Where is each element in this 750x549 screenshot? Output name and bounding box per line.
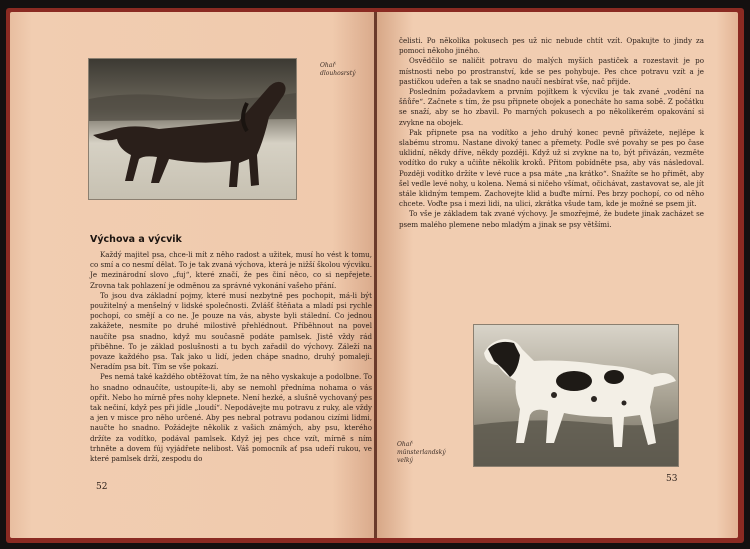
paragraph: Pes nemá také každého obtěžovat tím, že na něho vyskakuje a podolbne. To ho snadno odnaučíte, ustoupíte-li, aby se nemohl předníma nohama o vás opřít. Nebo ho mírně přes nohy klepnete. Není hezké, a slušně vychovaný pes tak nečiní, když pes při jídle „loudí“. Nepodávejte mu potravu z ruky, ale vždy a jen v misce pro něho určené. Aby pes nebral potravu podanou cizími lidmi, naučte ho snadno. Požádejte několik z vašich známých, aby psu, kterého držíte za vodítko, podával pamlsek. Když jej pes chce vzít, mírně s ním trhněte a dovem fúj vyjádřete nelibost. Váš pomocník ať psa udeří rukou, ve které pamlsek drží, zespodu do xyxy=(90,372,372,464)
section-heading: Výchova a výcvik xyxy=(90,234,182,245)
right-body-text xyxy=(399,36,704,230)
caption-line: dlouhosrstý xyxy=(320,70,356,77)
paragraph: To jsou dva základní pojmy, které musí nezbytně pes pochopit, má-li být použitelný a menšelný v lidské společnosti. Zvlášť štěňata a mladí psi rychle pochopí, co smějí a co ne. Je pouze na vás, abyste byli stálední. Co jednou zakážete, nesmíte po druhé milostivě přehlédnout. Příběhnout na povel naučíte psa snadno, když mu současně podáte pamlsek. Jistě vždy rád přiběhne. To je základ poslušnosti a tu bych zařadil do výchovy. Záleží na povaze každého psa. Tak jako u lidí, jeden chápe snadno, druhý pomaleji. Neradím psa bít. Tím se vše pokazí. xyxy=(90,290,372,372)
caption-line: Ohař xyxy=(397,441,413,448)
right-page xyxy=(377,12,738,538)
left-page xyxy=(10,12,376,538)
page-number: 53 xyxy=(666,474,678,484)
paragraph: Posledním požadavkem a prvním pojítkem k výcviku je tak zvané „vodění na šňůře“. Začnete s tím, že psu připnete obojek a ponecháte ho sama sobě. Z počátku se snaží, aby se ho zbavil. Po marných pokusech a po několikerém opakování si zvykne na obojek. xyxy=(399,87,704,127)
photo-caption xyxy=(397,441,446,465)
setter-dog-photo xyxy=(88,58,297,200)
caption-line: velký xyxy=(397,457,413,464)
paragraph: Osvědčilo se naličit potravu do malých myších pastiček a rozestavit je po místnosti nebo po prostranství, kde se pes pohybuje. Pes chce potravu vzít a je pastičkou udeřen a tak se snadno naučí nesbírat vše, nač přijde. xyxy=(399,56,704,86)
caption-line: münsterlandský xyxy=(397,449,446,456)
paragraph: Pak připnete psa na vodítko a jeho druhý konec pevně přivážete, nejlépe k slabému stromu. Nastane divoký tanec a přemety. Podle své povahy se pes po čase uklidní, někdy dříve, někdy později. Když už si zvykne na to, být přivázán, vezměte vodítko do ruky a učiňte několik kroků. Přitom pobídněte psa, aby vás následoval. Později vodítko držíte v levé ruce a psa máte „na krátko“. Snažíte se ho přimět, aby šel vedle levé nohy, u kolena. Nemá si ničeho všímat, očichávat, zastavovat se, ale jít stále klidným tempem. Zachovejte klid a buďte mírní. Pes brzy pochopí, co od něho chcete. Voďte psa i mezi lidi, na ulici, zkrátka všude tam, kde je možné se psem jít. xyxy=(399,127,704,209)
paragraph: Každý majitel psa, chce-li mít z něho radost a užitek, musí ho vést k tomu, co smí a co nesmí dělat. To je tak zvaná výchova, která je nižší školou výcviku. Je mezinárodní slovo „fuj“, které značí, že pes činí něco, co si nepřejete. Zrovna tak pohlazení je odměnou za správné vykonání vašeho přání. xyxy=(90,250,372,290)
photo-caption xyxy=(320,62,356,78)
page-number: 52 xyxy=(96,482,108,492)
paragraph: To vše je základem tak zvané výchovy. Je smozřejmé, že budete jinak zacházet se psem malého plemene nebo mladým a jinak se psy většími. xyxy=(399,209,704,229)
open-book xyxy=(6,8,744,543)
paragraph: čelisti. Po několika pokusech pes už nic nebude chtít vzít. Opakujte to jindy za pomoci někoho jiného. xyxy=(399,36,704,56)
caption-line: Ohař xyxy=(320,62,336,69)
left-body-text xyxy=(90,250,372,464)
munsterlander-dog-photo xyxy=(473,324,679,467)
